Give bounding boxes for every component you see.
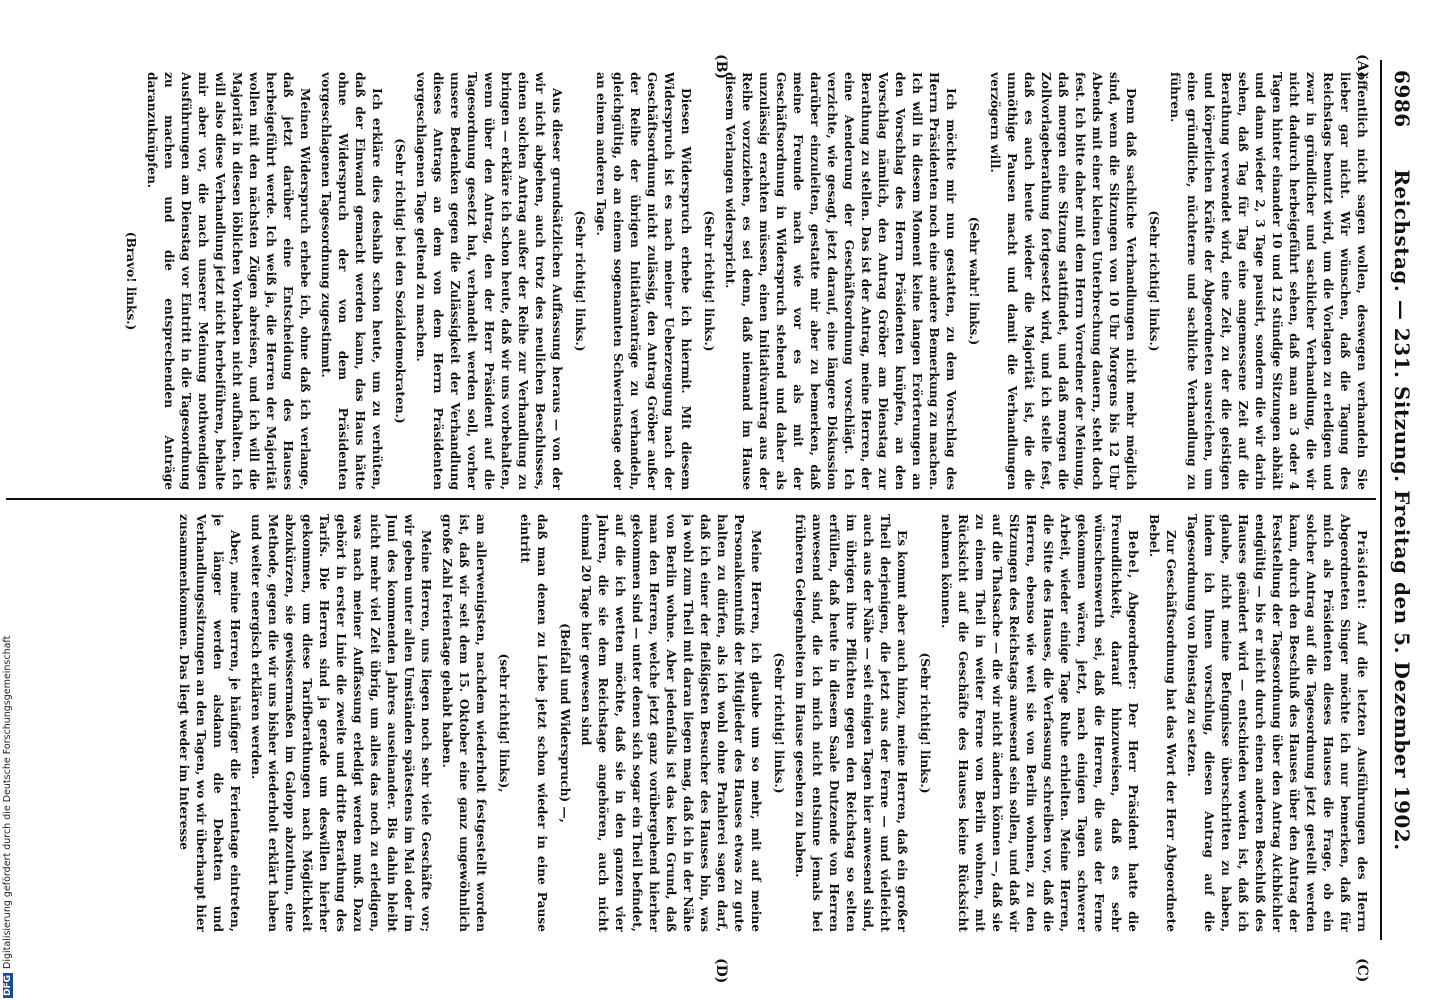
interjection: (Sehr wahr! links.): [967, 216, 981, 346]
paragraph: Ich möchte mir nun gestatten, zu dem Vorschlag des Herrn Präsidenten noch eine andere Bemerkung zu machen. Ich will in diesem Moment keine langen Erörterungen an den Vorschlag des Herrn Präsidenten knüpfen, an den Vorschlag nämlich, den Antrag Gröber am Dienstag zur Berathung zu stellen. Das ist der Antrag, meine Herren, der eine Aenderung der Geschäftsordnung vorschlägt. Ich verzichte, wie gesagt, jetzt darauf, eine längere Diskussion darüber einzuleiten, gestatte mir aber zu bemerken, daß meine Freunde nach wie vor es als mit der Geschäftsordnung in Widerspruch stehend und daher als unzulässig erachten müssen, einen Initiativantrag aus der Reihe vorzuziehen, es sei denn, daß niemand im Hause diesem Verlangen widerspricht.: [723, 72, 958, 490]
paragraph: Aus dieser grundsätzlichen Auffassung heraus — von der wir nicht abgehen, auch trotz des neulichen Beschlusses, einen solchen Antrag außer der Reihe zur Verhandlung zu bringen — erkläre ich schon heute, daß wir uns vorbehalten, wenn über den Antrag, den der Herr Präsident auf die Tagesordnung gesetzt hat, verhandelt werden soll, vorher unsere Bedenken gegen die Zulässigkeit der Verhandlung dieses Antrags an dem von dem Herrn Präsidenten vorgeschlagenen Tage geltend zu machen.: [414, 72, 564, 490]
interjection: (Bravo! links.): [124, 231, 138, 331]
left-column: [10, 72, 1370, 490]
interjection: (Sehr richtig! links.): [918, 652, 932, 794]
interjection: (Sehr richtig! links.): [1147, 210, 1161, 352]
interjection: (Sehr richtig! bei den Sozialdemokraten.): [393, 138, 407, 424]
speaker-name: Bebel,: [1126, 530, 1140, 580]
interjection: (Sehr richtig! links.): [702, 210, 716, 352]
interjection: (sehr richtig! links),: [497, 653, 511, 793]
digitization-credit: [2, 2, 16, 998]
interjection: (Sehr richtig! links.): [772, 652, 786, 794]
speech-text: Auf die letzten Ausführungen des Herrn Abgeordneten Singer möchte ich nur bemerken, daß für mich als Präsidenten dieses Hauses die Frage, ob ein solcher Antrag auf die Tagesordnung jetzt gestellt werden kann, durch den Beschluß des Hauses über den Antrag der Feststellung der Tagesordnung über den Antrag Aichbichler endgültig — bis er nicht durch einen anderen Beschluß des Hauses geändert wird — entschieden worden ist, daß ich glaube, nicht meine Befugnisse überschritten zu haben, indem ich Ihnen vorschlug, diesen Antrag auf die Tagesordnung von Dienstag zu setzen.: [1185, 514, 1369, 932]
paragraph: Diesen Widerspruch erhebe ich hiermit. Mit diesem Widerspruch ist es nach meiner Ueberzeugung nach der Geschäftsordnung nicht zulässig, den Antrag Gröber außer der Reihe der übrigen Initiativanträge zu verhandeln, gleichgültig, ob an einem sogenannten Schwerinstage oder an einem anderen Tage.: [594, 72, 693, 490]
dfg-logo-icon: DFG: [3, 974, 13, 996]
paragraph: Ich erkläre dies deshalb schon heute, um zu verhüten, daß der Einwand gemacht werden kann, das Haus hätte ohne Widerspruch der von dem Präsidenten vorgeschlagenen Tagesordnung zugestimmt.: [319, 72, 384, 490]
header-rule: [1380, 60, 1382, 940]
margin-marker-a: (A): [1354, 54, 1370, 79]
paragraph: Es kommt aber auch hinzu, meine Herren, daß ein großer Theil derjenigen, die jetzt aus der Ferne — und vielleicht auch aus der Nähe — seit einigen Tagen hier anwesend sind, im übrigen ihre Pflichten gegen den Reichstag so selten erfüllen, daß heute in diesem Saale Dutzende von Herren anwesend sind, die ich mich nicht entsinne jemals bei früheren Gelegenheiten im Hause gesehen zu haben.: [793, 514, 909, 932]
interjection: (Beifall und Widerspruch) —,: [558, 623, 572, 823]
page-title: Reichstag. — 231. Sitzung. Freitag den 5. Dezember 1902.: [1390, 169, 1414, 851]
paragraph: Meine Herren, ich glaube um so mehr, mit auf meine Personalkenntniß der Mitglieder des Hauses etwas zu gute halten zu dürfen, als ich wohl ohne Prahlerei sagen darf, daß ich einer der fleißigsten Besucher des Hauses bin, was ja wohl zum Theil mit daran liegen mag, daß ich in der Nähe von Berlin wohne. Aber jedenfalls ist das kein Grund, daß man den Herren, welche jetzt ganz vorübergehend hierher gekommen sind — unter denen sich sogar ein Theil befindet, auf die ich wetten möchte, daß sie in den ganzen vier Jahren, die sie dem Reichstage angehören, auch nicht einmal 20 Tage hier gewesen sind: [579, 514, 763, 932]
page-number: 6986: [1390, 70, 1414, 128]
paragraph: Aber, meine Herren, je häufiger die Ferientage eintreten, je länger werden alsdann die Debatten und Verhandlungssitzungen an den Tagen, wo wir überhaupt hier zusammenkommen. Das liegt weder im Interesse: [177, 514, 242, 932]
speech-text: Abgeordneter: Der Herr Präsident hatte die Freundlichkeit, darauf hinzuweisen, daß es sehr wünschenswerth sei, daß die Herren, die aus der Ferne gekommen wären, jetzt, nach einigen Tagen schwerer Arbeit, wieder einige Tage Ruhe erhielten. Meine Herren, die Sitte des Hauses, die Verfassung schreiben vor, daß die Herren, ebenso wie weit sie von Berlin wohnen, zu den Sitzungen des Reichstags anwesend sein sollen, und daß wir auf die Thatsache — die wir nicht ändern können —, daß sie zu einem Theil in weiter Ferne von Berlin wohnen, mit Rücksicht auf die Geschäfte des Hauses keine Rücksicht nehmen können.: [939, 514, 1140, 932]
margin-marker-d: (D): [713, 958, 729, 984]
speaker-name: Präsident:: [1355, 530, 1369, 611]
paragraph: am allerwenigsten, nachdem wiederholt festgestellt worden ist, daß wir seit dem 15. Oktober eine ganz ungewöhnlich große Zahl Ferientage gehabt haben.: [440, 514, 488, 932]
interjection: (Sehr richtig! links.): [573, 210, 587, 352]
paragraph: Meine Herren, uns liegen noch sehr viele Geschäfte vor; wir geben unter allen Umständen spätestens im Mai oder im Juni des kommenden Jahres auseinander. Bis dahin bleibt nicht mehr viel Zeit übrig, um alles das noch zu erledigen, was nach meiner Auffassung erledigt werden muß. Dazu gehört in erster Linie die zweite und dritte Berathung des Tarifs. Die Herren sind ja gerade um deswillen hierher gekommen, um diese Tarifberathungen nach Möglichkeit abzukürzen, sie gewissermaßen im Galopp abzuthun, eine Methode, gegen die wir uns bisher wiederholt erklärt haben und weiter energisch erklären werden.: [249, 514, 433, 932]
paragraph: Meinen Widerspruch erhebe ich, ohne daß ich verlange, daß jetzt darüber eine Entscheidung des Hauses herbeigeführt werde. Ich weiß ja, die Herren der Majorität wollen mit den nächsten Zügen abreisen, und ich will die Majorität in diesen löblichen Vorhaben nicht aufhalten. Ich will also diese Verhandlung jetzt nicht herbeiführen, behalte mir aber vor, die nach unserer Meinung nothwendigen Ausführungen am Dienstag vor Eintritt in die Tagesordnung zu machen und die entsprechenden Anträge daranzuknüpfen.: [145, 72, 312, 490]
margin-marker-c: (C): [1354, 958, 1370, 983]
margin-marker-b: (B): [713, 54, 729, 80]
paragraph: Zur Geschäftsordnung hat das Wort der Herr Abgeordnete Bebel.: [1147, 514, 1178, 932]
page-header: [1382, 70, 1416, 950]
paragraph: öffentlich nicht sagen wollen, deswegen verhandeln Sie lieber gar nicht. Wir wünschen, daß die Tagung des Reichstags benutzt wird, um die Vorlagen zu erledigen und zwar in gründlicher und sachlicher Verhandlung, die wir nicht dadurch herbeigeführt sehen, daß man an 3 oder 4 Tagen hinter einander 10 und 12 stündige Sitzungen abhält und dann wieder 2, 3 Tage pausirt, sondern die wir darin sehen, daß Tag für Tag eine angemessene Zeit auf die Berathung verwendet wird, eine Zeit, zu der die geistigen und körperlichen Kräfte der Abgeordneten ausreichen, um eine gründliche, nüchterne und sachliche Verhandlung zu führen.: [1168, 72, 1369, 490]
paragraph: Denn daß sachliche Verhandlungen nicht mehr möglich sind, wenn die Sitzungen von 10 Uhr Morgens bis 12 Uhr Abends mit einer kleinen Unterbrechung dauern, steht doch fest. Ich bitte daher mit dem Herrn Vorredner der Meinung, daß morgen eine Sitzung stattfindet, und daß morgen die Zollvorlageberathung fortgesetzt wird, und ich stelle fest, daß es auch heute wieder die Majorität ist, die die unnöthige Pausen macht und damit die Verhandlungen verzögern will.: [988, 72, 1138, 490]
right-column: [10, 514, 1370, 932]
paragraph: daß man denen zu Liebe jetzt schon wieder in eine Pause eintritt: [518, 514, 549, 932]
paragraph: [937, 514, 1141, 932]
credit-text: Digitalisierung gefördert durch die Deutsche Forschungsgemeinschaft: [2, 635, 13, 969]
column-divider: [6, 498, 1376, 500]
paragraph: [1183, 514, 1370, 932]
